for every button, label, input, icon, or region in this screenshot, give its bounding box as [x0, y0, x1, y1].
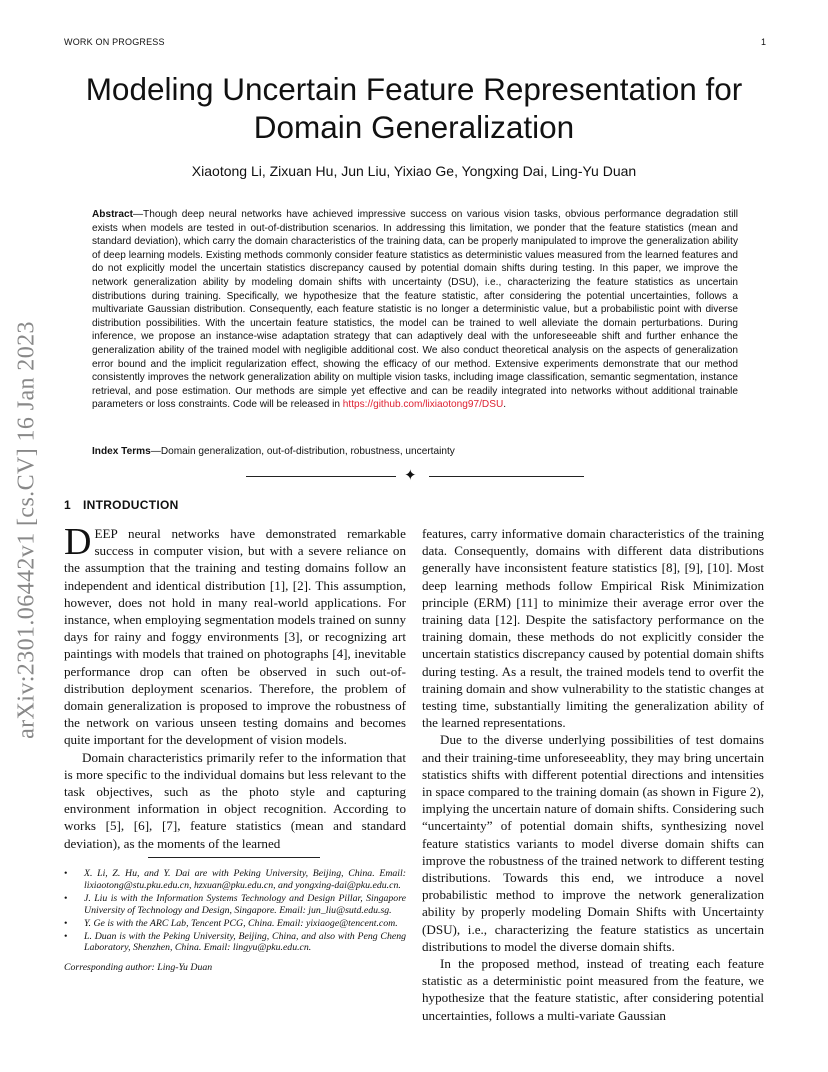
section-divider [246, 468, 584, 484]
index-terms [92, 446, 738, 457]
dropcap: D [64, 521, 92, 563]
abstract-end: . [503, 399, 507, 411]
index-terms-text: —Domain generalization, out-of-distribution, robustness, uncertainty [150, 446, 455, 457]
intro-paragraph-3: features, carry informative domain characteristics of the training data. Consequently, domains with different data distributions generally have inconsistent feature statistics [8], [9], [10]. Most deep learning methods follow Empirical Risk Minimization principle (ERM) [11] to minimize their average error over the training data [12]. Despite the satisfactory performance on the training domain, these methods do not explicitly consider the uncertain statistics discrepancy caused by potential domain shifts during testing. As a result, the trained models tend to overfit the training domain and show vulnerability to the statistic changes at testing time, substantially limiting the generalization ability of the learned representations. [422, 526, 764, 731]
intro-paragraph-4: Due to the diverse underlying possibilities of test domains and their training-time unforeseeablity, they may bring uncertain statistics shifts with different potential directions and intensities in space compared to the training domain (as shown in Figure 2), implying the uncertain nature of domain shifts. Considering such “uncertainty” of potential domain shifts, synthesizing novel feature statistics variants to model diverse domain shifts can improve the robustness of the trained network to different testing distributions. Towards this end, we introduce a novel probabilistic method to improve the network generalization ability by properly modeling Domain Shifts with Uncertainty (DSU), i.e., characterizing the feature statistics as uncertain distributions to model the diverse domain shifts. [422, 732, 764, 954]
abstract [92, 208, 738, 412]
footnotes [64, 868, 406, 974]
intro-paragraph-1 [64, 521, 406, 749]
code-link[interactable]: https://github.com/lixiaotong97/DSU [342, 399, 504, 411]
section-title: INTRODUCTION [82, 498, 179, 512]
footnote-item: • L. Duan is with the Peking University, Beijing, China, and also with Peng Cheng Laboratory, Shenzhen, China. Email: lingyu@pku.edu.cn. [64, 930, 406, 954]
paper-title: Modeling Uncertain Feature Representation for Domain Generalization [85, 71, 743, 145]
section-heading [64, 498, 179, 512]
arxiv-stamp [4, 290, 50, 770]
corresponding-author: Corresponding author: Ling-Yu Duan [64, 962, 213, 974]
abstract-text: —Though deep neural networks have achieved impressive success on various vision tasks, obvious performance degradation still exists when models are tested in out-of-distribution scenarios. In addressing this limitation, we ponder that the feature statistics (mean and standard deviation), which carry the domain characteristics of the training data, can be properly manipulated to improve the generalization ability of deep learning models. Existing methods commonly consider feature statistics as deterministic values measured from the learned features and do not explicitly model the uncertain statistics discrepancy caused by potential domain shifts during testing. In this paper, we improve the network generalization ability by modeling domain shifts with uncertainty (DSU), i.e., characterizing the feature statistics as uncertain distributions during training. Specifically, we hypothesize that the feature statistic, after considering the potential uncertainties, follows a multivariate Gaussian distribution. Consequently, each feature statistic is no longer a deterministic value, but a probabilistic point with diverse distribution possibilities. With the uncertain feature statistics, the model can be trained to well alleviate the domain perturbations. During inference, we propose an instance-wise adaptation strategy that can adaptively deal with the unforeseeable shift and further enhance the generalization ability of the trained model with negligible additional cost. We also conduct theoretical analysis on the aspects of generalization error bound and the implicit regularization effect, showing the efficacy of our method. Extensive experiments demonstrate that our method consistently improves the network generalization ability on multiple vision tasks, including image classification, semantic segmentation, instance retrieval, and pose estimation. Our methods are simple yet effective and can be readily integrated into networks without additional trainable parameters or loss constraints. Code will be released in [92, 209, 738, 411]
index-terms-label: Index Terms [92, 446, 151, 457]
divider-star-icon: ✦ [404, 468, 417, 484]
intro-paragraph-1-text: EEP neural networks have demonstrated remarkable success in computer vision, but with a severe reliance on the assumption that the training and testing domains follow an independent and identical distribution [1], [2]. This assumption, however, does not hold in many real-world applications. For instance, when employing segmentation models trained on sunny days for rainy and foggy environments [3], or recognizing art paintings with models that trained on photographs [4], inevitable performance drop can often be observed in such out-of-distribution deployment scenarios. Therefore, the problem of domain generalization is proposed to improve the robustness of the network on various unseen testing domains and becomes quite important for the development of vision models. [64, 526, 406, 748]
page-number: 1 [760, 37, 766, 47]
author-list: Xiaotong Li, Zixuan Hu, Jun Liu, Yixiao Ge, Yongxing Dai, Ling-Yu Duan [191, 163, 637, 179]
intro-paragraph-5: In the proposed method, instead of treating each feature statistic as a deterministic point measured from the feature, we hypothesize that the feature statistic, after considering potential uncertainties, follows a multi-variate Gaussian [422, 956, 764, 1023]
footnote-item: • X. Li, Z. Hu, and Y. Dai are with Peking University, Beijing, China. Email: lixiaotong@stu.pku.edu.cn, hzxuan@pku.edu.cn, and yongxing-dai@pku.edu.cn. [64, 868, 406, 891]
footnote-item: • J. Liu is with the Information Systems Technology and Design Pillar, Singapore University of Technology and Design, Singapore. Email: jun_liu@sutd.edu.sg. [64, 892, 406, 916]
left-column [64, 521, 406, 852]
abstract-label: Abstract [92, 209, 133, 220]
section-number: 1 [64, 498, 71, 512]
intro-paragraph-2: Domain characteristics primarily refer to the information that is more specific to the individual domains but less relevant to the task objectives, such as the photo style and capturing environment information in object recognition. According to works [5], [6], [7], feature statistics (mean and standard deviation), as the moments of the learned [64, 749, 406, 851]
running-header: WORK ON PROGRESS [64, 37, 165, 47]
footnote-item: • Y. Ge is with the ARC Lab, Tencent PCG, China. Email: yixiaoge@tencent.com. [64, 917, 398, 929]
footnote-rule [148, 857, 320, 858]
arxiv-stamp-text: arXiv:2301.06442v1 [cs.CV] 16 Jan 2023 [13, 321, 40, 739]
right-column [422, 525, 764, 1024]
